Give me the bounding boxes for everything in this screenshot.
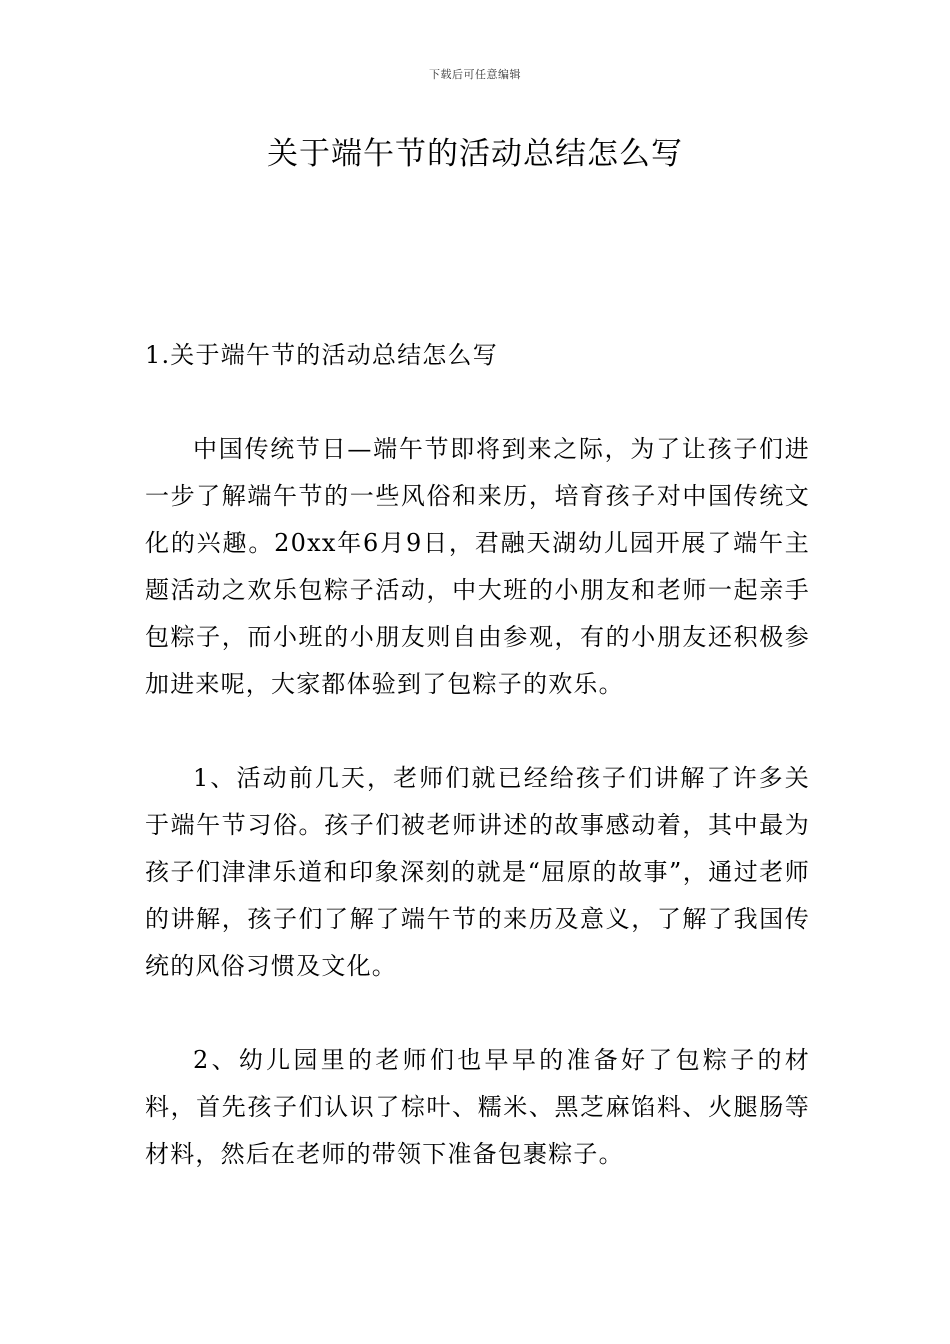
document-body xyxy=(145,332,810,1225)
paragraph-item-2: 2、幼儿园里的老师们也早早的准备好了包粽子的材料，首先孩子们认识了棕叶、糯米、黑芝麻馅料、火腿肠等材料，然后在老师的带领下准备包裹粽子。 xyxy=(145,1046,810,1168)
header-note: 下载后可任意编辑 xyxy=(429,68,521,81)
paragraph-intro: 中国传统节日—端午节即将到来之际，为了让孩子们进一步了解端午节的一些风俗和来历，培育孩子对中国传统文化的兴趣。20xx年6月9日，君融天湖幼儿园开展了端午主题活动之欢乐包粽子活动，中大班的小朋友和老师一起亲手包粽子，而小班的小朋友则自由参观，有的小朋友还积极参加进来呢，大家都体验到了包粽子的欢乐。 xyxy=(145,435,810,698)
section-heading: 1.关于端午节的活动总结怎么写 xyxy=(145,341,498,369)
document-title: 关于端午节的活动总结怎么写 xyxy=(267,136,683,172)
paragraph-item-1: 1、活动前几天，老师们就已经给孩子们讲解了许多关于端午节习俗。孩子们被老师讲述的故事感动着，其中最为孩子们津津乐道和印象深刻的就是“屈原的故事”，通过老师的讲解，孩子们了解了端午节的来历及意义，了解了我国传统的风俗习惯及文化。 xyxy=(145,764,810,980)
